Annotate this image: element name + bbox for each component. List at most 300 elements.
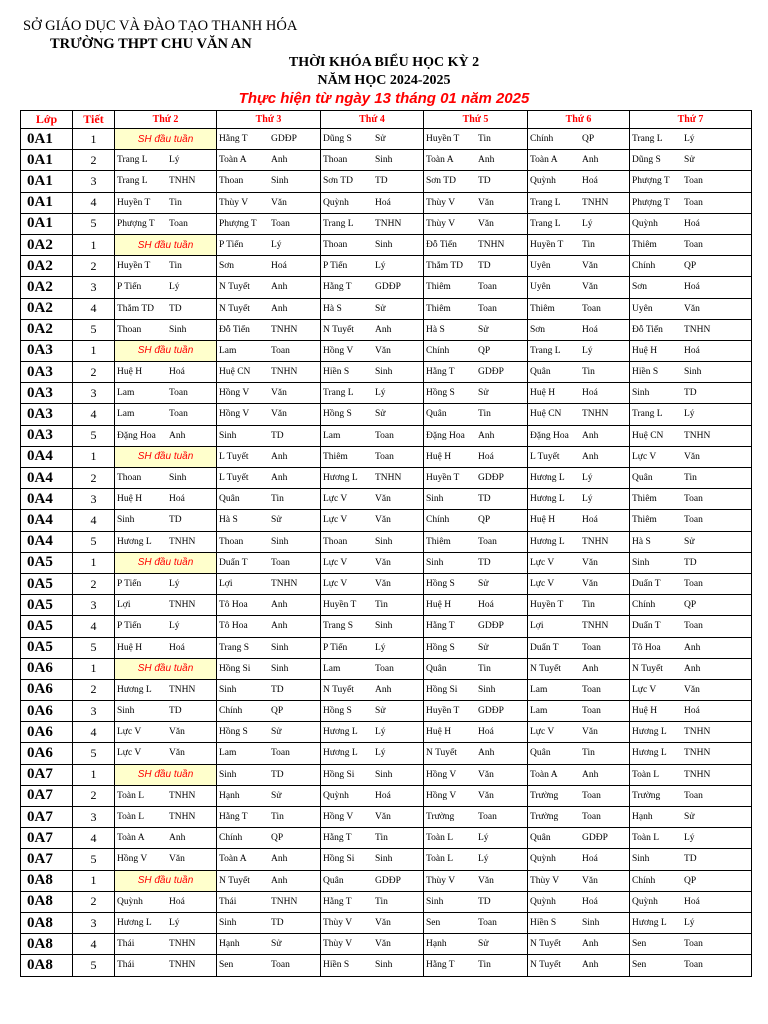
teacher-name: Thoan (323, 536, 348, 547)
lesson-cell (217, 213, 321, 234)
subject-name: Lý (375, 388, 386, 399)
teacher-name: L Tuyết (530, 451, 560, 462)
subject-name: TD (169, 515, 182, 526)
subject-name: Tin (375, 600, 388, 611)
table-row (21, 129, 752, 150)
table-row (21, 256, 752, 277)
teacher-name: Huệ H (117, 494, 143, 505)
teacher-name: Lam (117, 409, 135, 420)
lesson-cell (217, 129, 321, 150)
lesson-cell (630, 764, 752, 785)
lesson-cell (528, 891, 630, 912)
teacher-name: N Tuyết (219, 303, 250, 314)
lesson-cell (217, 192, 321, 213)
lesson-cell (630, 277, 752, 298)
subject-name: Văn (478, 769, 494, 780)
teacher-name: Thoan (117, 324, 142, 335)
teacher-name: Hiền S (530, 917, 557, 928)
subject-name: Sử (375, 409, 386, 420)
lesson-cell (528, 870, 630, 891)
subject-name: Tin (582, 239, 595, 250)
lesson-cell (115, 150, 217, 171)
teacher-name: Hồng Si (323, 854, 355, 865)
lesson-cell (528, 256, 630, 277)
teacher-name: Hạnh (426, 939, 447, 950)
class-cell: 0A5 (21, 637, 73, 658)
lesson-cell (115, 489, 217, 510)
teacher-name: Huệ H (530, 388, 556, 399)
subject-name: Hoá (684, 896, 700, 907)
teacher-name: Hương L (323, 473, 358, 483)
teacher-name: Hồng V (426, 790, 457, 801)
subject-name: Toan (271, 557, 290, 568)
lesson-cell (115, 362, 217, 383)
subject-name: Tin (478, 409, 491, 420)
subject-name: Văn (271, 197, 287, 208)
homeroom-cell: SH đầu tuần (115, 764, 217, 785)
period-cell: 5 (73, 425, 115, 446)
teacher-name: Hiền S (323, 960, 350, 971)
subject-name: Toan (582, 303, 601, 314)
teacher-name: Hiền S (323, 367, 350, 378)
lesson-cell (424, 595, 528, 616)
teacher-name: Sơn (632, 282, 648, 293)
table-row (21, 616, 752, 637)
class-cell: 0A4 (21, 510, 73, 531)
teacher-name: Sen (426, 917, 441, 928)
period-cell: 1 (73, 129, 115, 150)
teacher-name: Sơn TD (426, 176, 456, 187)
teacher-name: Uyên (530, 261, 551, 272)
table-row (21, 468, 752, 489)
teacher-name: Hồng Si (323, 769, 355, 780)
lesson-cell (424, 129, 528, 150)
subject-name: Hoá (169, 367, 185, 378)
subject-name: Toan (684, 176, 703, 187)
teacher-name: Lam (117, 388, 135, 399)
subject-name: Văn (375, 494, 391, 505)
teacher-name: Huệ CN (219, 367, 251, 378)
period-cell: 2 (73, 362, 115, 383)
lesson-cell (424, 849, 528, 870)
class-cell: 0A2 (21, 319, 73, 340)
teacher-name: Thiêm (426, 282, 451, 293)
teacher-name: Lợi (117, 600, 131, 611)
subject-name: Văn (582, 261, 598, 272)
subject-name: GDĐP (375, 282, 401, 293)
subject-name: TD (169, 303, 182, 314)
teacher-name: Tô Hoa (632, 642, 661, 653)
teacher-name: Quân (426, 663, 447, 674)
lesson-cell (630, 637, 752, 658)
timetable-body (21, 129, 752, 977)
subject-name: Hoá (375, 197, 391, 208)
lesson-cell (115, 298, 217, 319)
teacher-name: Hồng Si (219, 663, 251, 674)
teacher-name: Toàn L (426, 833, 454, 844)
teacher-name: Trang L (323, 218, 354, 229)
lesson-cell (321, 319, 424, 340)
lesson-cell (321, 785, 424, 806)
subject-name: TNHN (169, 176, 196, 187)
teacher-name: Trang L (530, 197, 561, 208)
lesson-cell (321, 637, 424, 658)
class-cell: 0A3 (21, 340, 73, 361)
subject-name: TD (375, 176, 388, 187)
subject-name: TNHN (271, 578, 298, 589)
class-cell: 0A4 (21, 531, 73, 552)
subject-name: Toan (478, 282, 497, 293)
teacher-name: Hà S (219, 515, 238, 526)
lesson-cell (424, 637, 528, 658)
teacher-name: Hồng V (323, 345, 354, 356)
subject-name: Hoá (169, 642, 185, 653)
lesson-cell (630, 129, 752, 150)
teacher-name: Lam (323, 430, 341, 441)
subject-name: TD (271, 430, 284, 441)
teacher-name: Hằng T (426, 960, 455, 971)
period-cell: 2 (73, 891, 115, 912)
period-cell: 3 (73, 595, 115, 616)
lesson-cell (424, 425, 528, 446)
teacher-name: Quỳnh (632, 896, 658, 907)
teacher-name: P Tiến (117, 621, 142, 632)
lesson-cell (424, 785, 528, 806)
teacher-name: Lực V (530, 578, 555, 589)
lesson-cell (321, 722, 424, 743)
subject-name: Anh (478, 748, 495, 759)
teacher-name: Chính (632, 261, 656, 272)
lesson-cell (528, 510, 630, 531)
teacher-name: Sơn (219, 261, 235, 272)
teacher-name: Toàn A (117, 833, 145, 844)
teacher-name: Thoan (117, 473, 142, 483)
subject-name: Anh (169, 430, 186, 441)
lesson-cell (630, 404, 752, 425)
subject-name: TNHN (271, 896, 298, 907)
lesson-cell (115, 701, 217, 722)
subject-name: Lý (169, 155, 180, 166)
lesson-cell (424, 743, 528, 764)
effective-date: Thực hiện từ ngày 13 tháng 01 năm 2025 (238, 90, 530, 107)
subject-name: Sinh (169, 473, 187, 483)
teacher-name: Dũng S (632, 155, 661, 166)
subject-name: Hoá (478, 451, 494, 462)
lesson-cell (424, 256, 528, 277)
lesson-cell (321, 468, 424, 489)
lesson-cell (630, 870, 752, 891)
teacher-name: Thiêm (632, 239, 657, 250)
teacher-name: Dũng S (323, 134, 352, 144)
subject-name: Văn (478, 218, 494, 229)
teacher-name: Huệ H (426, 727, 452, 738)
subject-name: TNHN (169, 812, 196, 822)
subject-name: QP (478, 345, 491, 356)
lesson-cell (321, 362, 424, 383)
teacher-name: N Tuyết (219, 282, 250, 293)
teacher-name: Hồng V (219, 409, 250, 420)
lesson-cell (424, 510, 528, 531)
lesson-cell (321, 129, 424, 150)
lesson-cell (630, 658, 752, 679)
teacher-name: Huệ H (426, 451, 452, 462)
teacher-name: Hà S (632, 536, 651, 547)
class-cell: 0A6 (21, 679, 73, 700)
teacher-name: Phượng T (632, 176, 670, 187)
subject-name: TD (478, 494, 491, 505)
teacher-name: Hồng V (219, 388, 250, 399)
teacher-name: Huyền T (117, 261, 151, 272)
teacher-name: Thắm TD (117, 303, 155, 314)
table-row (21, 637, 752, 658)
teacher-name: Sinh (219, 769, 237, 780)
subject-name: TD (478, 261, 491, 272)
teacher-name: Huệ H (632, 345, 658, 356)
lesson-cell (630, 849, 752, 870)
teacher-name: Thái (117, 960, 135, 971)
lesson-cell (217, 573, 321, 594)
teacher-name: Hương L (323, 727, 358, 738)
subject-name: Sử (478, 388, 489, 399)
lesson-cell (528, 552, 630, 573)
teacher-name: Trường (632, 790, 661, 801)
lesson-cell (217, 849, 321, 870)
subject-name: Tin (375, 833, 388, 844)
lesson-cell (115, 616, 217, 637)
class-cell: 0A5 (21, 573, 73, 594)
subject-name: TNHN (582, 197, 609, 208)
lesson-cell (217, 552, 321, 573)
lesson-cell (321, 616, 424, 637)
lesson-cell (424, 362, 528, 383)
subject-name: Toan (582, 790, 601, 801)
subject-name: Văn (375, 917, 391, 928)
lesson-cell (528, 785, 630, 806)
col-day-header: Thứ 3 (217, 111, 321, 129)
subject-name: Sử (684, 536, 695, 547)
lesson-cell (528, 404, 630, 425)
lesson-cell (528, 955, 630, 976)
period-cell: 3 (73, 383, 115, 404)
table-row (21, 150, 752, 171)
teacher-name: Lực V (323, 515, 348, 526)
teacher-name: Huệ CN (632, 430, 664, 441)
teacher-name: Sinh (632, 557, 650, 568)
subject-name: QP (684, 600, 697, 611)
lesson-cell (115, 679, 217, 700)
subject-name: Hoá (582, 324, 598, 335)
subject-name: Hoá (582, 388, 598, 399)
class-cell: 0A2 (21, 277, 73, 298)
teacher-name: Toàn A (426, 155, 454, 166)
lesson-cell (528, 468, 630, 489)
subject-name: Hoá (478, 727, 494, 738)
subject-name: Sinh (375, 960, 393, 971)
lesson-cell (424, 234, 528, 255)
period-cell: 3 (73, 807, 115, 828)
teacher-name: Hương L (530, 536, 565, 547)
lesson-cell (115, 828, 217, 849)
subject-name: Anh (271, 282, 288, 293)
subject-name: Toan (271, 960, 290, 971)
lesson-cell (115, 722, 217, 743)
lesson-cell (321, 955, 424, 976)
lesson-cell (630, 489, 752, 510)
table-row (21, 658, 752, 679)
lesson-cell (424, 764, 528, 785)
subject-name: Sinh (271, 176, 289, 187)
lesson-cell (115, 383, 217, 404)
subject-name: TNHN (169, 790, 196, 801)
teacher-name: Toàn A (219, 854, 247, 865)
class-cell: 0A1 (21, 192, 73, 213)
lesson-cell (321, 552, 424, 573)
subject-name: Lý (375, 727, 386, 738)
lesson-cell (115, 192, 217, 213)
col-day-header: Thứ 7 (630, 111, 752, 129)
subject-name: QP (684, 875, 697, 886)
teacher-name: Lực V (117, 748, 142, 759)
subject-name: Sinh (271, 642, 289, 653)
table-row (21, 425, 752, 446)
subject-name: Toan (478, 536, 497, 547)
period-cell: 4 (73, 404, 115, 425)
subject-name: Toan (478, 812, 497, 822)
subject-name: Toan (684, 197, 703, 208)
subject-name: GDĐP (582, 833, 608, 844)
subject-name: Lý (169, 917, 180, 928)
teacher-name: Sinh (426, 557, 444, 568)
subject-name: Sinh (375, 854, 393, 865)
teacher-name: Hương L (117, 536, 152, 547)
subject-name: Anh (271, 303, 288, 314)
subject-name: Anh (271, 600, 288, 611)
lesson-cell (424, 955, 528, 976)
teacher-name: Quỳnh (530, 896, 556, 907)
teacher-name: Huyền T (117, 197, 151, 208)
subject-name: Văn (478, 197, 494, 208)
class-cell: 0A1 (21, 213, 73, 234)
subject-name: Anh (271, 875, 288, 886)
lesson-cell (115, 849, 217, 870)
lesson-cell (630, 934, 752, 955)
subject-name: Anh (582, 769, 599, 780)
subject-name: Văn (375, 939, 391, 950)
subject-name: Tin (582, 600, 595, 611)
teacher-name: P Tiến (219, 239, 244, 250)
subject-name: Sử (271, 727, 282, 738)
subject-name: Sinh (375, 536, 393, 547)
lesson-cell (217, 807, 321, 828)
teacher-name: Tô Hoa (219, 621, 248, 632)
period-cell: 5 (73, 637, 115, 658)
teacher-name: Huyền T (323, 600, 357, 611)
table-row (21, 213, 752, 234)
lesson-cell (115, 912, 217, 933)
teacher-name: Hằng T (426, 367, 455, 378)
lesson-cell (424, 616, 528, 637)
lesson-cell (630, 679, 752, 700)
teacher-name: Phượng T (632, 197, 670, 208)
teacher-name: Thùy V (219, 197, 249, 208)
lesson-cell (217, 934, 321, 955)
subject-name: Tin (478, 960, 491, 971)
lesson-cell (528, 171, 630, 192)
lesson-cell (630, 192, 752, 213)
subject-name: Toan (684, 239, 703, 250)
lesson-cell (321, 573, 424, 594)
class-cell: 0A2 (21, 298, 73, 319)
lesson-cell (630, 955, 752, 976)
subject-name: Lý (169, 578, 180, 589)
teacher-name: Hương L (323, 748, 358, 759)
lesson-cell (217, 510, 321, 531)
school-year: NĂM HỌC 2024-2025 (317, 73, 451, 88)
subject-name: TNHN (582, 621, 609, 632)
subject-name: Sinh (271, 663, 289, 674)
teacher-name: Đặng Hoa (117, 430, 156, 441)
lesson-cell (217, 785, 321, 806)
subject-name: TNHN (271, 324, 298, 335)
lesson-cell (217, 171, 321, 192)
subject-name: Lý (375, 642, 386, 653)
table-row (21, 870, 752, 891)
teacher-name: N Tuyết (426, 748, 457, 759)
subject-name: Lý (684, 917, 695, 928)
teacher-name: Huyền T (426, 706, 460, 717)
col-day-header: Thứ 6 (528, 111, 630, 129)
lesson-cell (115, 637, 217, 658)
lesson-cell (424, 658, 528, 679)
lesson-cell (424, 171, 528, 192)
homeroom-cell: SH đầu tuần (115, 552, 217, 573)
lesson-cell (424, 213, 528, 234)
subject-name: TNHN (375, 218, 402, 229)
subject-name: Lý (684, 409, 695, 420)
teacher-name: Lực V (117, 727, 142, 738)
subject-name: Tin (582, 748, 595, 759)
lesson-cell (217, 616, 321, 637)
lesson-cell (115, 171, 217, 192)
lesson-cell (528, 764, 630, 785)
subject-name: Sinh (375, 367, 393, 378)
subject-name: Hoá (684, 218, 700, 229)
teacher-name: Hương L (117, 684, 152, 695)
subject-name: Văn (582, 557, 598, 568)
subject-name: Hoá (169, 494, 185, 505)
lesson-cell (528, 234, 630, 255)
lesson-cell (321, 446, 424, 467)
lesson-cell (217, 912, 321, 933)
teacher-name: Sinh (117, 706, 135, 717)
lesson-cell (217, 234, 321, 255)
teacher-name: Trang L (117, 155, 148, 166)
subject-name: QP (271, 706, 284, 717)
class-cell: 0A7 (21, 849, 73, 870)
class-cell: 0A7 (21, 764, 73, 785)
teacher-name: Toàn L (117, 790, 145, 801)
period-cell: 1 (73, 764, 115, 785)
teacher-name: Sen (632, 939, 647, 950)
table-row (21, 552, 752, 573)
table-row (21, 171, 752, 192)
lesson-cell (528, 531, 630, 552)
lesson-cell (217, 679, 321, 700)
subject-name: Hoá (478, 600, 494, 611)
teacher-name: P Tiến (117, 282, 142, 293)
lesson-cell (630, 171, 752, 192)
subject-name: Hoá (582, 854, 598, 865)
